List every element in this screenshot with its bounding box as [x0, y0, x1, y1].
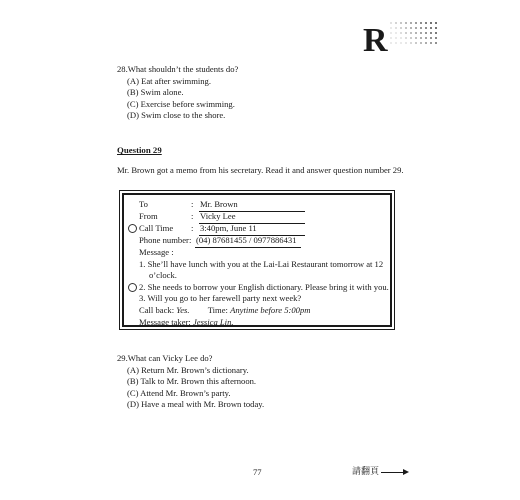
memo-to-label: To: [139, 199, 148, 209]
memo-phone-row: [139, 235, 394, 247]
question-28-option-c: (C) Exercise before swimming.: [127, 98, 235, 109]
question-29-intro: Mr. Brown got a memo from his secretary. Read it and answer question number 29.: [117, 165, 404, 175]
dot: [435, 37, 437, 39]
dot: [430, 37, 432, 39]
question-28-option-b: (B) Swim alone.: [127, 87, 184, 98]
memo-call-back-value: Yes.: [176, 304, 190, 315]
dot: [390, 42, 392, 44]
dot: [420, 27, 422, 29]
dot: [435, 32, 437, 34]
memo-colon: :: [191, 199, 194, 209]
memo-phone-value: (04) 87681455 / 0977886431: [195, 235, 301, 248]
dot: [435, 42, 437, 44]
memo-time-value: Anytime before 5:00pm: [230, 304, 311, 315]
memo-from-value: Vicky Lee: [199, 211, 305, 224]
question-29-heading: Question 29: [117, 145, 162, 155]
page-number: 77: [253, 467, 262, 477]
dot: [400, 37, 402, 39]
memo-call-time-row: [139, 223, 394, 235]
question-29-stem: 29.What can Vicky Lee do?: [117, 353, 213, 363]
dot: [420, 22, 422, 24]
dot: [400, 32, 402, 34]
turn-page-label: 請翻頁: [352, 467, 380, 477]
dot: [425, 27, 427, 29]
memo-content: [139, 199, 394, 328]
dot: [425, 42, 427, 44]
question-28-option-a: (A) Eat after swimming.: [127, 75, 212, 86]
dot: [415, 22, 417, 24]
dot: [405, 42, 407, 44]
arrow-right-icon: [381, 472, 403, 473]
memo-call-time-value: 3:40pm, June 11: [199, 223, 305, 236]
question-28-option-d: (D) Swim close to the shore.: [127, 110, 226, 121]
memo-message-2: 2. She needs to borrow your English dictionary. Please bring it with you.: [139, 281, 389, 292]
dot: [420, 32, 422, 34]
memo-message-1-continued: o’clock.: [149, 270, 177, 281]
dot: [390, 22, 392, 24]
section-logo-letter: R: [363, 22, 388, 59]
dot: [425, 22, 427, 24]
dot: [390, 27, 392, 29]
dot: [410, 27, 412, 29]
dot: [405, 22, 407, 24]
memo-call-back-row: [139, 305, 394, 317]
arrow-head-icon: [403, 469, 409, 475]
dot: [425, 32, 427, 34]
dot: [415, 42, 417, 44]
question-28-stem: 28.What shouldn’t the students do?: [117, 64, 239, 74]
question-29-option-d: (D) Have a meal with Mr. Brown today.: [127, 399, 265, 410]
dot: [415, 27, 417, 29]
memo-to-value: Mr. Brown: [199, 199, 305, 212]
dot: [415, 32, 417, 34]
question-29-option-b: (B) Talk to Mr. Brown this afternoon.: [127, 376, 257, 387]
memo-taker-value: Jessica Lin.: [192, 316, 234, 327]
memo-taker-row: [139, 317, 394, 329]
binder-hole-icon: [128, 283, 137, 292]
memo-message-3: 3. Will you go to her farewell party next week?: [139, 293, 302, 304]
memo-colon: :: [189, 235, 192, 245]
dot: [435, 27, 437, 29]
dot: [400, 27, 402, 29]
memo-colon: :: [191, 223, 194, 233]
dot: [390, 37, 392, 39]
memo-colon: :: [191, 211, 194, 221]
memo-from-label: From: [139, 211, 158, 221]
dot: [400, 22, 402, 24]
dot: [435, 22, 437, 24]
memo-from-row: [139, 211, 394, 223]
question-29-option-c: (C) Attend Mr. Brown’s party.: [127, 387, 231, 398]
dot: [395, 27, 397, 29]
dot: [395, 22, 397, 24]
dot: [410, 32, 412, 34]
dot: [425, 37, 427, 39]
dot: [395, 42, 397, 44]
memo-frame: [119, 190, 395, 330]
dot: [390, 32, 392, 34]
dot: [410, 22, 412, 24]
dot: [400, 42, 402, 44]
memo-call-time-label: Call Time: [139, 223, 174, 233]
turn-page-indicator: [352, 466, 409, 478]
memo-taker-label: Message taker:: [139, 316, 191, 327]
dot: [395, 37, 397, 39]
dot: [405, 27, 407, 29]
dot-pattern: [389, 21, 437, 47]
dot: [405, 32, 407, 34]
dot: [415, 37, 417, 39]
dot: [410, 42, 412, 44]
memo-time-label: Time:: [207, 304, 228, 315]
memo-call-back-label: Call back:: [139, 304, 175, 315]
dot: [430, 42, 432, 44]
memo-phone-label: Phone number: [139, 235, 189, 245]
memo-to-row: [139, 199, 394, 211]
memo-message-label: Message :: [139, 247, 174, 257]
memo-box: [122, 193, 392, 327]
dot: [430, 32, 432, 34]
dot: [430, 22, 432, 24]
question-29: [117, 353, 264, 411]
dot: [405, 37, 407, 39]
dot: [420, 37, 422, 39]
dot: [395, 32, 397, 34]
question-28: [117, 64, 238, 122]
dot: [430, 27, 432, 29]
dot: [420, 42, 422, 44]
dot: [410, 37, 412, 39]
binder-hole-icon: [128, 224, 137, 233]
question-29-option-a: (A) Return Mr. Brown’s dictionary.: [127, 364, 249, 375]
memo-message-1: 1. She’ll have lunch with you at the Lai-Lai Restaurant tomorrow at 12: [139, 258, 384, 269]
